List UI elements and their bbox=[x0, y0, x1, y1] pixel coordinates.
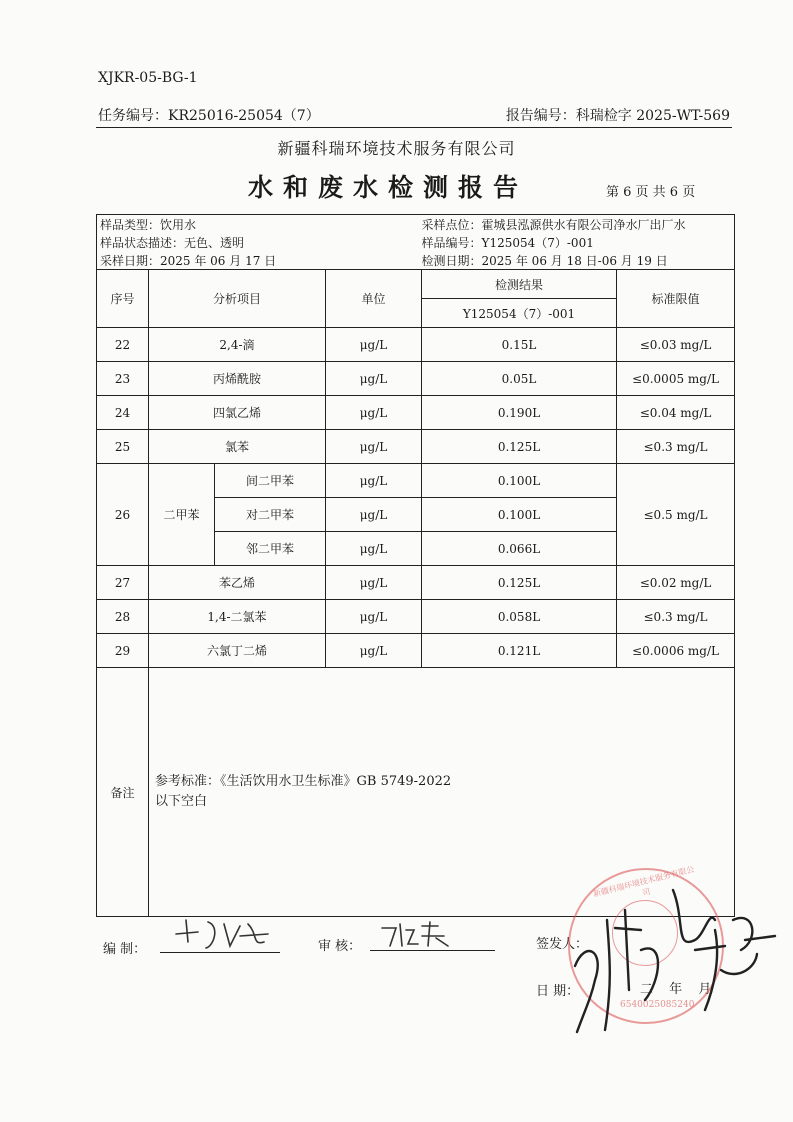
table-row bbox=[97, 566, 735, 600]
row-unit: μg/L bbox=[326, 430, 422, 464]
row-result: 0.100L bbox=[422, 464, 617, 498]
row-result: 0.05L bbox=[422, 362, 617, 396]
test-date: 检测日期：2025 年 06 月 18 日-06 月 19 日 bbox=[422, 251, 735, 270]
row-result: 0.066L bbox=[422, 532, 617, 566]
issuer-signature bbox=[545, 880, 785, 1040]
task-number: 任务编号：KR25016-25054（7） bbox=[98, 108, 320, 124]
header-result: 检测结果 bbox=[422, 270, 617, 299]
sample-type: 样品类型：饮用水 bbox=[97, 215, 422, 234]
row-seq: 22 bbox=[97, 328, 149, 362]
row-limit: ≤0.04 mg/L bbox=[617, 396, 735, 430]
row-result: 0.125L bbox=[422, 566, 617, 600]
row-item: 丙烯酰胺 bbox=[149, 362, 326, 396]
reviewer-label: 审 核： bbox=[318, 939, 362, 954]
row-seq: 23 bbox=[97, 362, 149, 396]
row-item: 对二甲苯 bbox=[215, 498, 326, 532]
report-number: 报告编号：科瑞检字 2025-WT-569 bbox=[505, 108, 730, 124]
table-row bbox=[97, 464, 735, 498]
row-limit: ≤0.03 mg/L bbox=[617, 328, 735, 362]
row-result: 0.15L bbox=[422, 328, 617, 362]
row-limit: ≤0.0005 mg/L bbox=[617, 362, 735, 396]
document-code: XJKR-05-BG-1 bbox=[98, 70, 198, 86]
row-limit: ≤0.02 mg/L bbox=[617, 566, 735, 600]
table-row bbox=[97, 600, 735, 634]
row-limit: ≤0.3 mg/L bbox=[617, 430, 735, 464]
row-item: 1,4-二氯苯 bbox=[149, 600, 326, 634]
row-limit: ≤0.3 mg/L bbox=[617, 600, 735, 634]
header-sample-id: Y125054（7）-001 bbox=[422, 299, 617, 328]
row-seq: 26 bbox=[97, 464, 149, 566]
table-header-row bbox=[97, 270, 735, 299]
row-result: 0.058L bbox=[422, 600, 617, 634]
row-item: 六氯丁二烯 bbox=[149, 634, 326, 668]
reviewer-signature-line bbox=[370, 950, 495, 951]
report-title: 水和废水检测报告 bbox=[248, 173, 529, 202]
row-unit: μg/L bbox=[326, 328, 422, 362]
blank-note: 以下空白 bbox=[155, 794, 208, 809]
header-rule bbox=[96, 127, 732, 128]
row-result: 0.190L bbox=[422, 396, 617, 430]
date-label: 日 期： bbox=[536, 984, 580, 999]
reference-standard: 参考标准：《生活饮用水卫生标准》GB 5749-2022 bbox=[155, 774, 452, 789]
sample-date: 采样日期：2025 年 06 月 17 日 bbox=[97, 251, 422, 270]
row-unit: μg/L bbox=[326, 362, 422, 396]
results-table bbox=[96, 214, 735, 917]
row-result: 0.121L bbox=[422, 634, 617, 668]
row-seq: 28 bbox=[97, 600, 149, 634]
editor-label: 编 制： bbox=[103, 942, 147, 957]
company-name: 新疆科瑞环境技术服务有限公司 bbox=[277, 139, 516, 158]
info-row bbox=[97, 251, 735, 270]
row-seq: 29 bbox=[97, 634, 149, 668]
row-unit: μg/L bbox=[326, 396, 422, 430]
row-item: 氯苯 bbox=[149, 430, 326, 464]
info-row bbox=[97, 215, 735, 234]
row-seq: 27 bbox=[97, 566, 149, 600]
page-number: 第 6 页 共 6 页 bbox=[606, 185, 696, 200]
stamp-text: 新疆科瑞环境技术服务有限公司 bbox=[592, 864, 696, 899]
reviewer-signature bbox=[378, 918, 468, 950]
date-value: 二 年 月 bbox=[640, 982, 718, 997]
table-row bbox=[97, 634, 735, 668]
stamp-number: 6540025085240 bbox=[620, 1000, 695, 1010]
editor-signature-line bbox=[160, 952, 280, 953]
row-unit: μg/L bbox=[326, 532, 422, 566]
row-item: 2,4-滴 bbox=[149, 328, 326, 362]
header-seq: 序号 bbox=[97, 270, 149, 328]
row-limit: ≤0.5 mg/L bbox=[617, 464, 735, 566]
header-item: 分析项目 bbox=[149, 270, 326, 328]
row-unit: μg/L bbox=[326, 634, 422, 668]
sample-state: 样品状态描述：无色、透明 bbox=[97, 233, 422, 251]
row-unit: μg/L bbox=[326, 600, 422, 634]
row-limit: ≤0.0006 mg/L bbox=[617, 634, 735, 668]
header-unit: 单位 bbox=[326, 270, 422, 328]
info-row bbox=[97, 233, 735, 251]
row-result: 0.100L bbox=[422, 498, 617, 532]
sample-location: 采样点位：霍城县泓源供水有限公司净水厂出厂水 bbox=[422, 215, 735, 234]
row-unit: μg/L bbox=[326, 464, 422, 498]
row-group: 二甲苯 bbox=[149, 464, 215, 566]
table-row bbox=[97, 430, 735, 464]
sample-number: 样品编号：Y125054（7）-001 bbox=[422, 233, 735, 251]
row-unit: μg/L bbox=[326, 498, 422, 532]
row-seq: 25 bbox=[97, 430, 149, 464]
header-limit: 标准限值 bbox=[617, 270, 735, 328]
issuer-label: 签发人： bbox=[536, 937, 589, 952]
row-seq: 24 bbox=[97, 396, 149, 430]
row-item: 间二甲苯 bbox=[215, 464, 326, 498]
editor-signature bbox=[168, 912, 278, 952]
table-row bbox=[97, 328, 735, 362]
row-unit: μg/L bbox=[326, 566, 422, 600]
table-row bbox=[97, 362, 735, 396]
row-result: 0.125L bbox=[422, 430, 617, 464]
row-item: 苯乙烯 bbox=[149, 566, 326, 600]
table-row bbox=[97, 396, 735, 430]
row-item: 四氯乙烯 bbox=[149, 396, 326, 430]
row-item: 邻二甲苯 bbox=[215, 532, 326, 566]
notes-label: 备注 bbox=[97, 668, 149, 917]
